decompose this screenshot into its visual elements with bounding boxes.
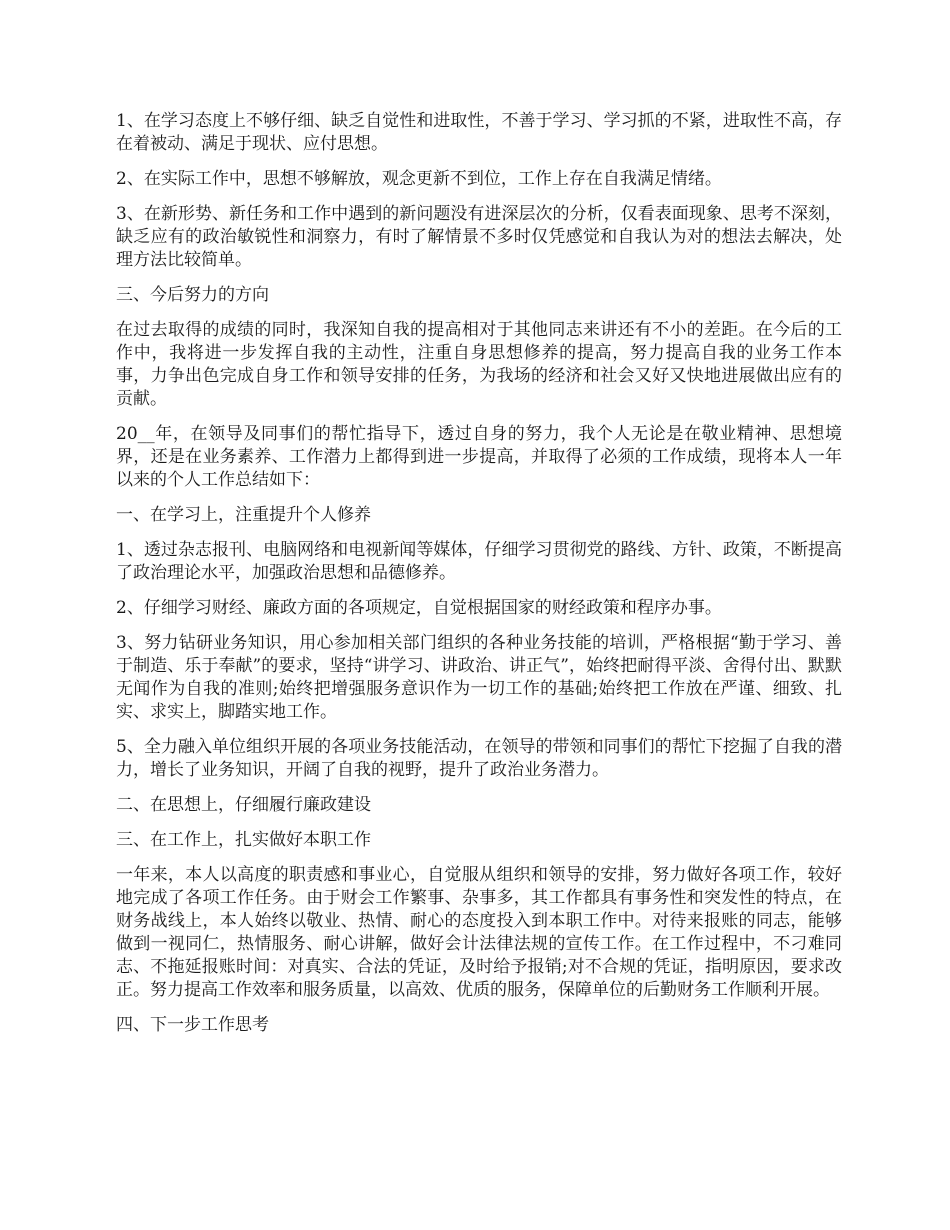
- paragraph-item: 1、透过杂志报刊、电脑网络和电视新闻等媒体，仔细学习贯彻党的路线、方针、政策，不断提高了政治理论水平，加强政治思想和品德修养。: [116, 540, 842, 583]
- section-heading: 三、在工作上，扎实做好本职工作: [116, 830, 371, 850]
- section-heading: 三、今后努力的方向: [116, 285, 269, 305]
- paragraph-item: 20__年，在领导及同事们的帮忙指导下，透过自身的努力，我个人无论是在敬业精神、思想境界，还是在业务素养、工作潜力上都得到进一步提高，并取得了必须的工作成绩，现将本人一年以来的个人工作总结如下：: [116, 424, 842, 490]
- paragraph-item: 3、在新形势、新任务和工作中遇到的新问题没有进深层次的分析，仅看表面现象、思考不深刻，缺乏应有的政治敏锐性和洞察力，有时了解情景不多时仅凭感觉和自我认为对的想法去解决，处理方法比较简单。: [116, 204, 842, 270]
- paragraph-item: 3、努力钻研业务知识，用心参加相关部门组织的各种业务技能的培训，严格根据“勤于学习、善于制造、乐于奉献”的要求，坚持“讲学习、讲政治、讲正气”，始终把耐得平淡、舍得付出、默默无闻作为自我的准则;始终把增强服务意识作为一切工作的基础;始终把工作放在严谨、细致、扎实、求实上，脚踏实地工作。: [116, 633, 842, 722]
- paragraph-item: 2、仔细学习财经、廉政方面的各项规定，自觉根据国家的财经政策和程序办事。: [116, 598, 722, 618]
- section-heading: 二、在思想上，仔细履行廉政建设: [116, 795, 371, 815]
- paragraph-item: 1、在学习态度上不够仔细、缺乏自觉性和进取性，不善于学习、学习抓的不紧，进取性不高，存在着被动、满足于现状、应付思想。: [116, 111, 842, 154]
- paragraph-item: 一年来，本人以高度的职责感和事业心，自觉服从组织和领导的安排，努力做好各项工作，较好地完成了各项工作任务。由于财会工作繁事、杂事多，其工作都具有事务性和突发性的特点，在财务战线上，本人始终以敬业、热情、耐心的态度投入到本职工作中。对待来报账的同志，能够做到一视同仁，热情服务、耐心讲解，做好会计法律法规的宣传工作。在工作过程中，不刁难同志、不拖延报账时间：对真实、合法的凭证，及时给予报销;对不合规的凭证，指明原因，要求改正。努力提高工作效率和服务质量，以高效、优质的服务，保障单位的后勤财务工作顺利开展。: [116, 865, 842, 1000]
- paragraph-item: 2、在实际工作中，思想不够解放，观念更新不到位，工作上存在自我满足情绪。: [116, 169, 722, 189]
- paragraph-item: 在过去取得的成绩的同时，我深知自我的提高相对于其他同志来讲还有不小的差距。在今后的工作中，我将进一步发挥自我的主动性，注重自身思想修养的提高，努力提高自我的业务工作本事，力争出色完成自身工作和领导安排的任务，为我场的经济和社会又好又快地进展做出应有的贡献。: [116, 320, 842, 409]
- section-heading: 一、在学习上，注重提升个人修养: [116, 505, 371, 525]
- paragraph-item: 5、全力融入单位组织开展的各项业务技能活动，在领导的带领和同事们的帮忙下挖掘了自我的潜力，增长了业务知识，开阔了自我的视野，提升了政治业务潜力。: [116, 737, 842, 780]
- document-body: [116, 110, 842, 1049]
- section-heading: 四、下一步工作思考: [116, 1015, 269, 1035]
